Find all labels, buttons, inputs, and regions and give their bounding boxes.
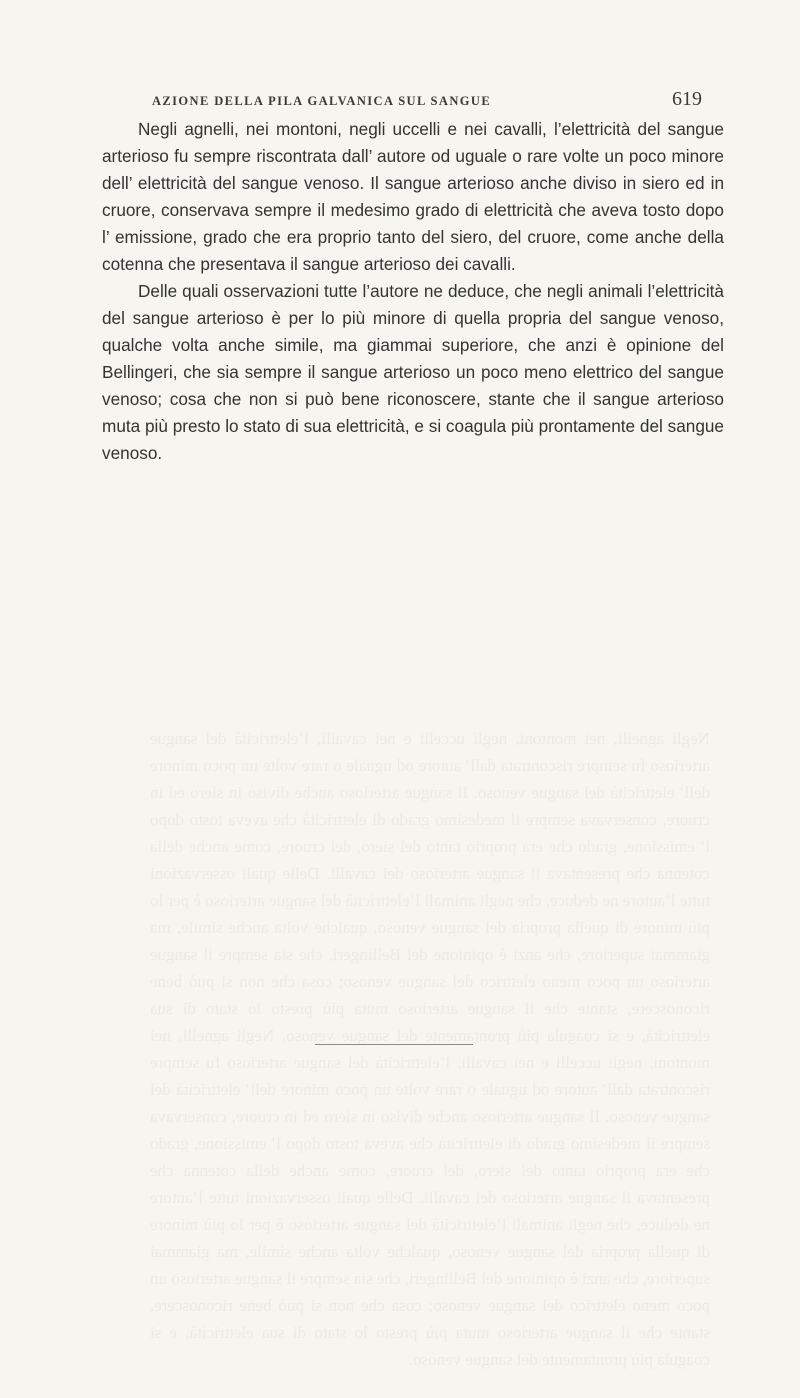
- bleed-through-texture: Negli agnelli, nei montoni, negli uccelli e nei cavalli, l’elettricità del sangue arterioso fu sempre riscontrata dall’ autore od uguale o rare volte un poco minore dell’ elettricità del sangue venoso. Il sangue arterioso anche diviso in siero ed in cruore, conservava sempre il medesimo grado di elettricità che aveva tosto dopo l’ emissione, grado che era proprio tanto del siero, del cruore, come anche della cotenna che presentava il sangue arterioso dei cavalli. Delle quali osservazioni tutte l’autore ne deduce, che negli animali l’elettricità del sangue arterioso è per lo più minore di quella propria del sangue venoso, qualche volta anche simile, ma giammai superiore, che anzi è opinione del Bellingeri, che sia sempre il sangue arterioso un poco meno elettrico del sangue venoso; cosa che non si può bene riconoscere, stante che il sangue arterioso muta più presto lo stato di sua elettricità, e si coagula più prontamente del sangue venoso. Negli agnelli, nei montoni, negli uccelli e nei cavalli, l’elettricità del sangue arterioso fu sempre riscontrata dall’ autore od uguale o rare volte un poco minore dell’ elettricità del sangue venoso. Il sangue arterioso anche diviso in siero ed in cruore, conservava sempre il medesimo grado di elettricità che aveva tosto dopo l’ emissione, grado che era proprio tanto del siero, del cruore, come anche della cotenna che presentava il sangue arterioso dei cavalli. Delle quali osservazioni tutte l’autore ne deduce, che negli animali l’elettricità del sangue arterioso è per lo più minore di quella propria del sangue venoso, qualche volta anche simile, ma giammai superiore, che anzi è opinione del Bellingeri, che sia sempre il sangue arterioso un poco meno elettrico del sangue venoso; cosa che non si può bene riconoscere, stante che il sangue arterioso muta più presto lo stato di sua elettricità, e si coagula più prontamente del sangue venoso.: [150, 729, 710, 1369]
- running-title: AZIONE DELLA PILA GALVANICA SUL SANGUE: [152, 94, 492, 108]
- paragraph-1: Negli agnelli, nei montoni, negli uccelli e nei cavalli, l’elettricità del sangue arterioso fu sempre riscontrata dall’ autore od uguale o rare volte un poco minore dell’ elettricità del sangue venoso. Il sangue arterioso anche diviso in siero ed in cruore, conservava sempre il medesimo grado di elettricità che aveva tosto dopo l’ emissione, grado che era proprio tanto del siero, del cruore, come anche della cotenna che presentava il sangue arterioso dei cavalli.: [102, 119, 724, 274]
- separator-rule: [315, 1044, 473, 1045]
- paragraph-2: Delle quali osservazioni tutte l’autore ne deduce, che negli animali l’elettricità del sangue arterioso è per lo più minore di quella propria del sangue venoso, qualche volta anche simile, ma giammai superiore, che anzi è opinione del Bellingeri, che sia sempre il sangue arterioso un poco meno elettrico del sangue venoso; cosa che non si può bene riconoscere, stante che il sangue arterioso muta più presto lo stato di sua elettricità, e si coagula più prontamente del sangue venoso.: [102, 281, 724, 463]
- running-head: [152, 88, 702, 112]
- body-text: [102, 116, 724, 467]
- page-number: 619: [672, 88, 702, 110]
